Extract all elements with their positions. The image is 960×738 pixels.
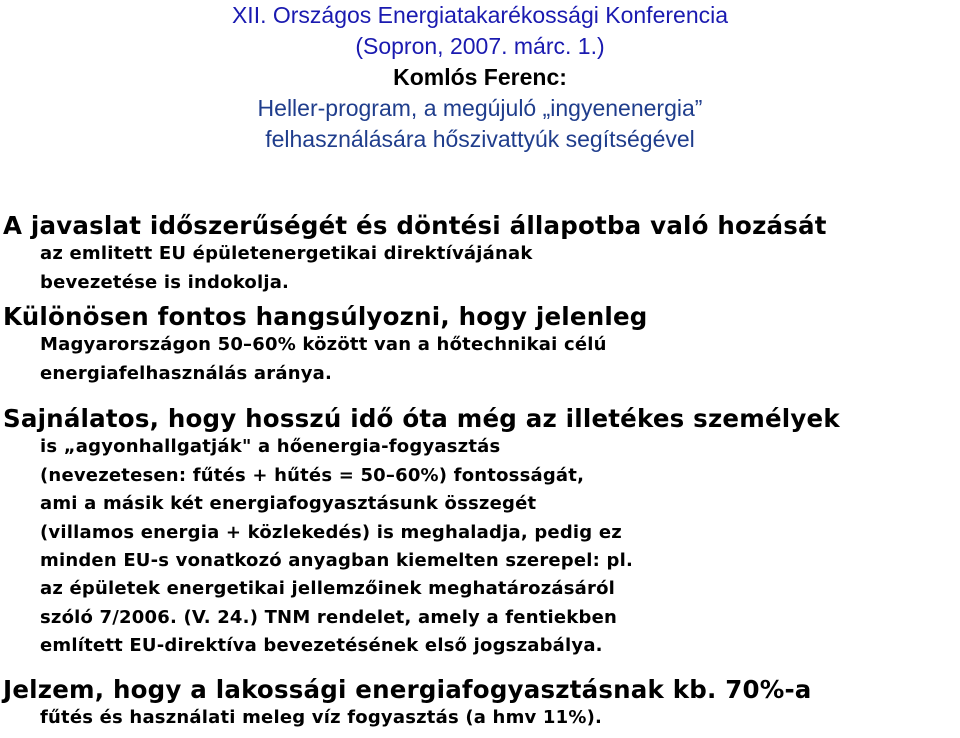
paragraph-line: (villamos energia + közlekedés) is meghaladja, pedig ez (40, 521, 622, 543)
slide-title-line-1: Heller-program, a megújuló „ingyenenergia” (257, 95, 703, 121)
paragraph-line: minden EU-s vonatkozó anyagban kiemelten szerepel: pl. (40, 550, 634, 572)
paragraph-line: Magyarországon 50–60% között van a hőtechnikai célú (40, 334, 607, 356)
slide-header (0, 0, 960, 155)
paragraph-line: Különösen fontos hangsúlyozni, hogy jelenleg (3, 302, 648, 331)
paragraph-line: energiafelhasználás aránya. (40, 362, 333, 384)
paragraph-3 (3, 405, 958, 661)
conference-name: XII. Országos Energiatakarékossági Konferencia (231, 2, 729, 28)
paragraph-line: (nevezetesen: fűtés + hűtés = 50–60%) fontosságát, (40, 464, 585, 486)
paragraph-line: is „agyonhallgatják" a hőenergia-fogyasztás (40, 436, 501, 458)
paragraph-line: ami a másik két energiafogyasztásunk összegét (40, 493, 537, 515)
paragraph-line: az emlitett EU épületenergetikai direktívájának (40, 243, 533, 265)
paragraph-2 (3, 303, 958, 388)
paragraph-line: említett EU-direktíva bevezetésének első jogszabálya. (40, 635, 603, 657)
paragraph-line: Sajnálatos, hogy hosszú idő óta még az illetékes személyek (3, 404, 840, 433)
paragraph-1 (3, 212, 958, 297)
paragraph-line: A javaslat időszerűségét és döntési állapotba való hozását (3, 211, 827, 240)
paragraph-4 (3, 676, 958, 733)
conference-date: (Sopron, 2007. márc. 1.) (355, 33, 605, 59)
paragraph-line: bevezetése is indokolja. (40, 271, 290, 293)
paragraph-line: szóló 7/2006. (V. 24.) TNM rendelet, amely a fentiekben (40, 606, 617, 628)
slide-title-line-2: felhasználására hőszivattyúk segítségével (265, 126, 695, 152)
paragraph-line: fűtés és használati meleg víz fogyasztás (a hmv 11%). (40, 707, 603, 729)
paragraph-line: az épületek energetikai jellemzőinek meghatározásáról (40, 578, 616, 600)
paragraph-line: Jelzem, hogy a lakossági energiafogyasztásnak kb. 70%-a (3, 675, 812, 704)
author-name: Komlós Ferenc: (393, 64, 567, 90)
